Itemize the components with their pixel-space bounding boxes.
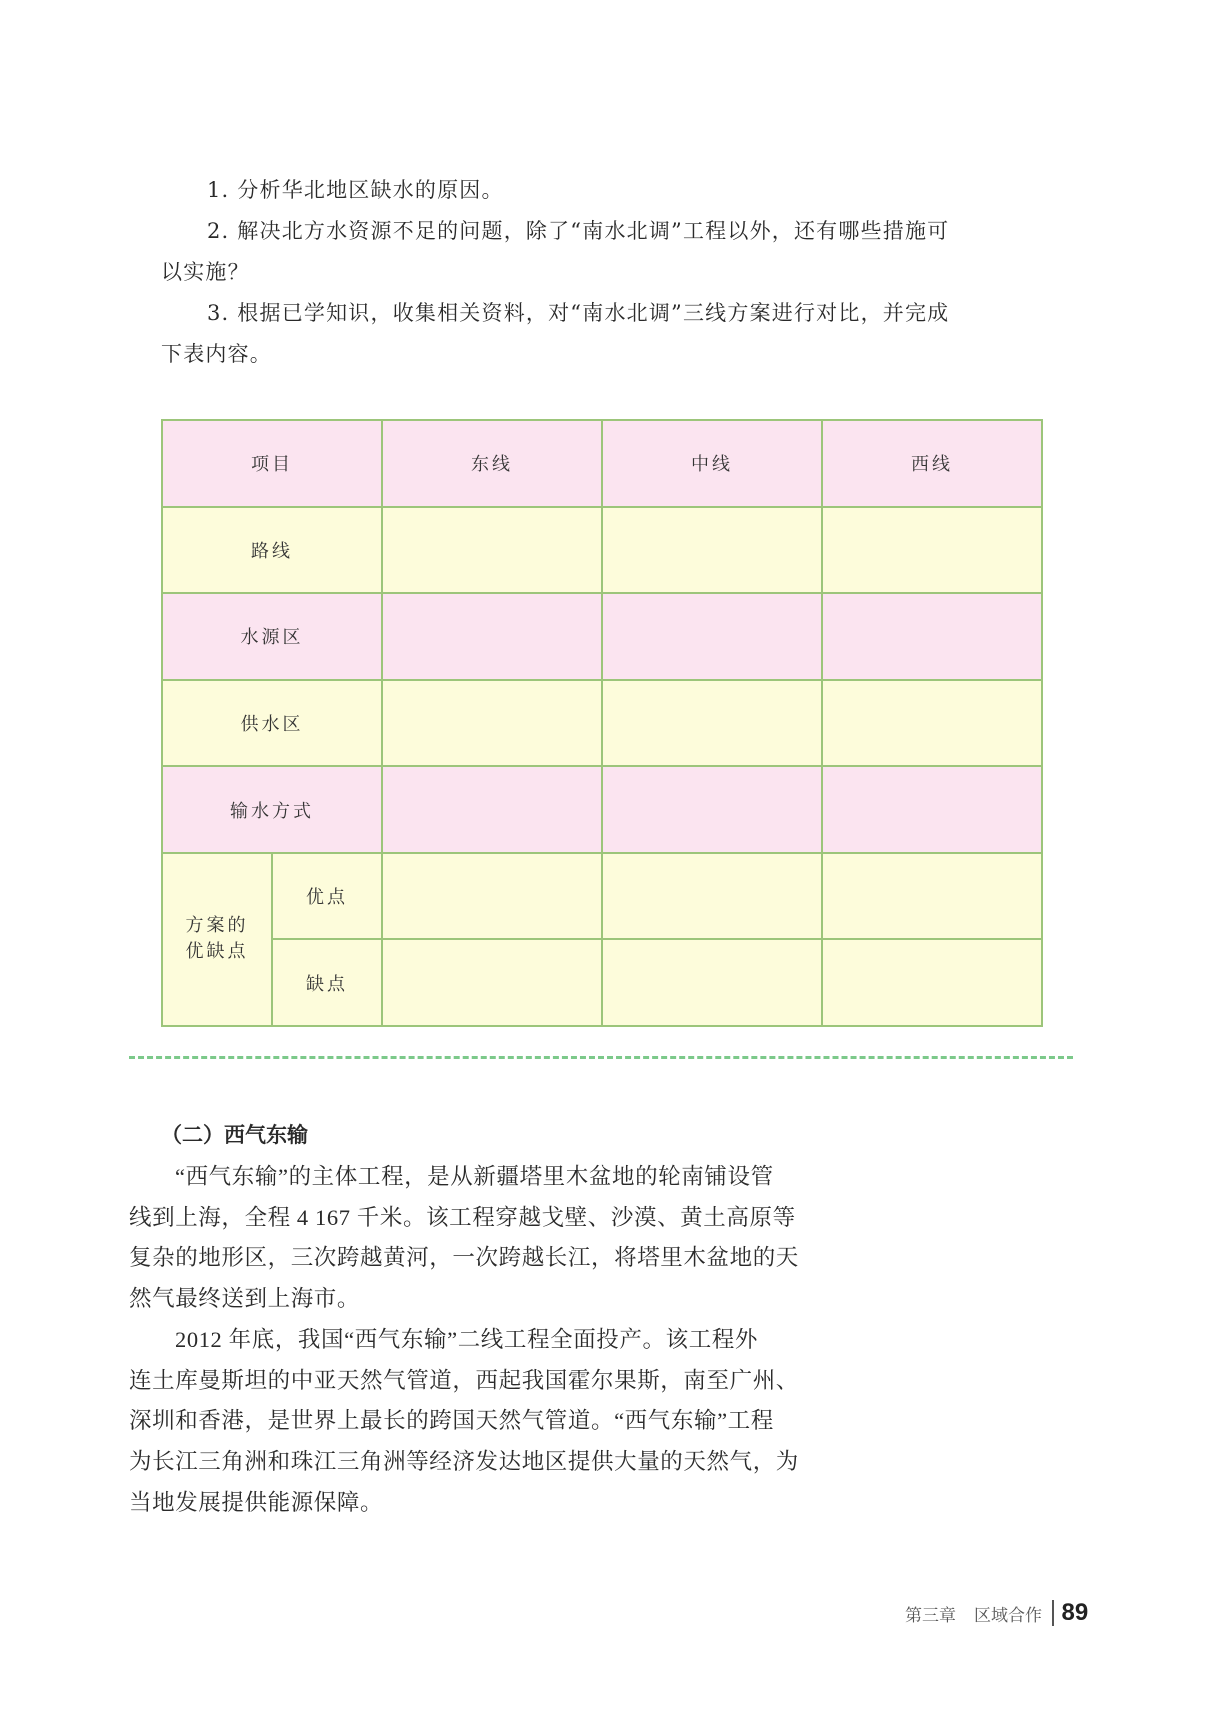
blank-cell[interactable] xyxy=(382,680,602,767)
question-1: 1. 分析华北地区缺水的原因。 xyxy=(207,178,504,202)
table-row xyxy=(162,939,1042,1026)
blank-cell[interactable] xyxy=(602,593,822,680)
header-item: 项目 xyxy=(162,420,382,507)
paragraph-line: 线到上海，全程 4 167 千米。该工程穿越戈壁、沙漠、黄土高原等 xyxy=(129,1205,796,1230)
blank-cell[interactable] xyxy=(382,507,602,594)
blank-cell[interactable] xyxy=(382,939,602,1026)
row-label-advantages: 优点 xyxy=(272,853,382,940)
blank-cell[interactable] xyxy=(822,939,1042,1026)
question-3-cont: 下表内容。 xyxy=(161,342,272,366)
table-row xyxy=(162,507,1042,594)
comparison-table xyxy=(161,419,1043,1027)
row-label: 水源区 xyxy=(162,593,382,680)
merged-label-line1: 方案的 xyxy=(185,915,249,937)
row-label: 供水区 xyxy=(162,680,382,767)
blank-cell[interactable] xyxy=(602,766,822,853)
question-3: 3. 根据已学知识，收集相关资料，对“南水北调”三线方案进行对比，并完成 xyxy=(207,301,950,325)
blank-cell[interactable] xyxy=(602,853,822,940)
blank-cell[interactable] xyxy=(822,680,1042,767)
question-2-cont: 以实施？ xyxy=(161,260,250,284)
header-east: 东线 xyxy=(382,420,602,507)
page-footer xyxy=(905,1599,1088,1627)
table-header-row xyxy=(162,420,1042,507)
header-middle: 中线 xyxy=(602,420,822,507)
blank-cell[interactable] xyxy=(602,507,822,594)
table-row xyxy=(162,593,1042,680)
header-west: 西线 xyxy=(822,420,1042,507)
row-label-disadvantages: 缺点 xyxy=(272,939,382,1026)
paragraph-line: 连土库曼斯坦的中亚天然气管道，西起我国霍尔果斯，南至广州、 xyxy=(129,1368,799,1393)
table-row xyxy=(162,766,1042,853)
blank-cell[interactable] xyxy=(382,593,602,680)
blank-cell[interactable] xyxy=(822,766,1042,853)
paragraph-line: 2012 年底，我国“西气东输”二线工程全面投产。该工程外 xyxy=(175,1327,758,1352)
paragraph-line: 然气最终送到上海市。 xyxy=(129,1286,361,1311)
table-row xyxy=(162,680,1042,767)
paragraph-line: 复杂的地形区，三次跨越黄河，一次跨越长江，将塔里木盆地的天 xyxy=(129,1245,799,1270)
table-row xyxy=(162,853,1042,940)
blank-cell[interactable] xyxy=(822,507,1042,594)
paragraph-line: 为长江三角洲和珠江三角洲等经济发达地区提供大量的天然气，为 xyxy=(129,1449,799,1474)
chapter-title: 区域合作 xyxy=(974,1605,1042,1625)
dashed-divider xyxy=(129,1056,1073,1059)
blank-cell[interactable] xyxy=(382,766,602,853)
merged-label xyxy=(162,853,272,1026)
blank-cell[interactable] xyxy=(822,593,1042,680)
paragraph-line: “西气东输”的主体工程，是从新疆塔里木盆地的轮南铺设管 xyxy=(175,1164,774,1189)
blank-cell[interactable] xyxy=(602,680,822,767)
question-2: 2. 解决北方水资源不足的问题，除了“南水北调”工程以外，还有哪些措施可 xyxy=(207,219,950,243)
paragraph-line: 深圳和香港，是世界上最长的跨国天然气管道。“西气东输”工程 xyxy=(129,1408,774,1433)
blank-cell[interactable] xyxy=(602,939,822,1026)
row-label: 输水方式 xyxy=(162,766,382,853)
merged-label-line2: 优缺点 xyxy=(185,941,249,963)
blank-cell[interactable] xyxy=(382,853,602,940)
page-number: 89 xyxy=(1061,1599,1089,1626)
chapter-label: 第三章 xyxy=(905,1605,956,1625)
paragraph-line: 当地发展提供能源保障。 xyxy=(129,1490,384,1515)
footer-separator xyxy=(1052,1600,1054,1626)
blank-cell[interactable] xyxy=(822,853,1042,940)
section-heading: （二）西气东输 xyxy=(161,1123,308,1147)
row-label: 路线 xyxy=(162,507,382,594)
